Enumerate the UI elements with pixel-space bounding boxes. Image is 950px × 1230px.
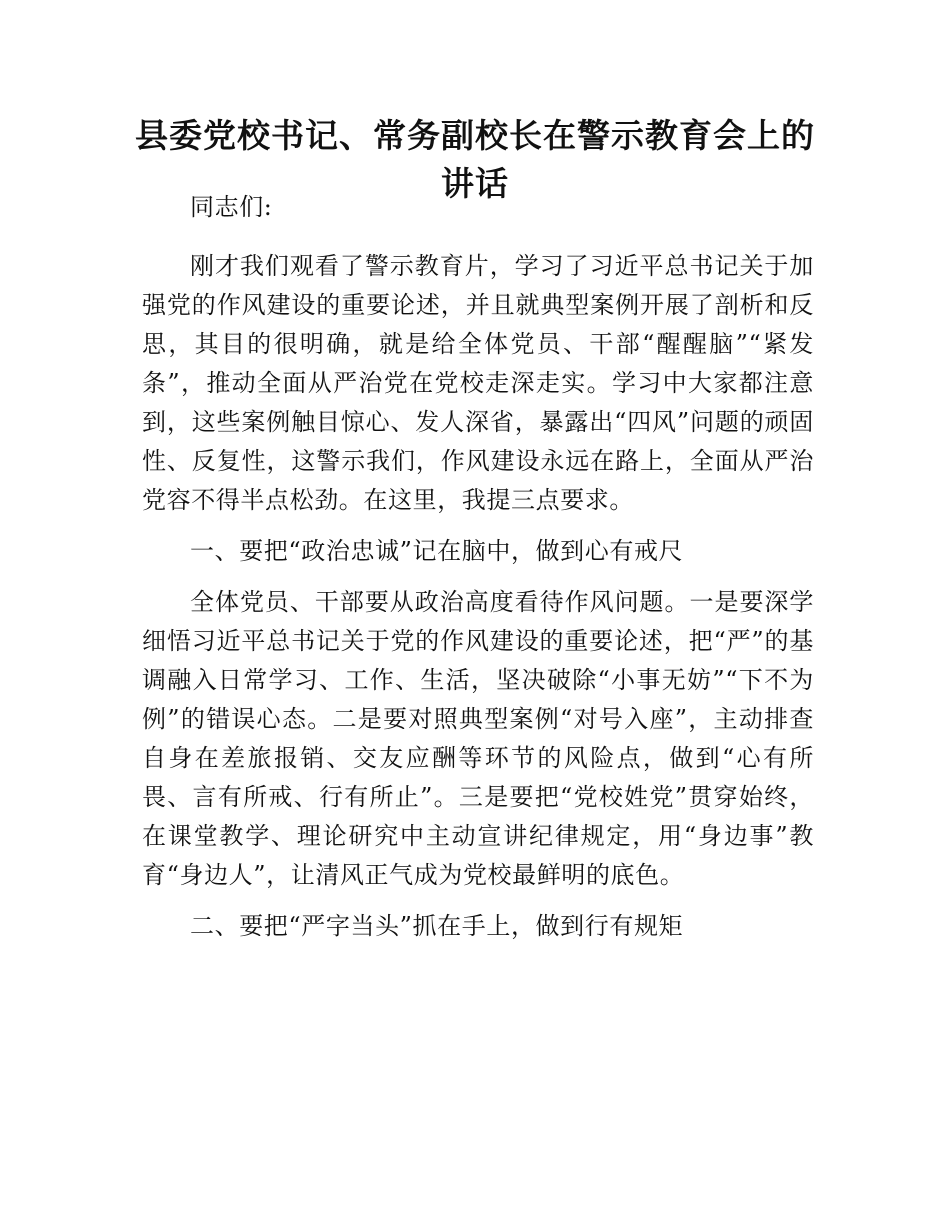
section-heading-1: 一、要把“政治忠诚”记在脑中，做到心有戒尺 xyxy=(190,537,684,565)
section-heading-2: 二、要把“严字当头”抓在手上，做到行有规矩 xyxy=(190,912,684,940)
section-1-paragraph: 全体党员、干部要从政治高度看待作风问题。一是要深学细悟习近平总书记关于党的作风建设的重要论述，把“严”的基调融入日常学习、工作、生活，坚决破除“小事无妨”“下不为例”的错误心态。二是要对照典型案例“对号入座”，主动排查自身在差旅报销、交友应酬等环节的风险点，做到“心有所畏、言有所戒、行有所止”。三是要把“党校姓党”贯穿始终，在课堂教学、理论研究中主动宣讲纪律规定，用“身边事”教育“身边人”，让清风正气成为党校最鲜明的底色。 xyxy=(142,588,814,889)
intro-paragraph: 刚才我们观看了警示教育片，学习了习近平总书记关于加强党的作风建设的重要论述，并且就典型案例开展了剖析和反思，其目的很明确，就是给全体党员、干部“醒醒脑”“紧发条”，推动全面从严治党在党校走深走实。学习中大家都注意到，这些案例触目惊心、发人深省，暴露出“四风”问题的顽固性、反复性，这警示我们，作风建设永远在路上，全面从严治党容不得半点松劲。在这里，我提三点要求。 xyxy=(142,252,814,514)
greeting-paragraph: 同志们: xyxy=(190,193,273,221)
document-body xyxy=(142,188,814,958)
document-title: 县委党校书记、常务副校长在警示教育会上的讲话 xyxy=(135,116,815,203)
